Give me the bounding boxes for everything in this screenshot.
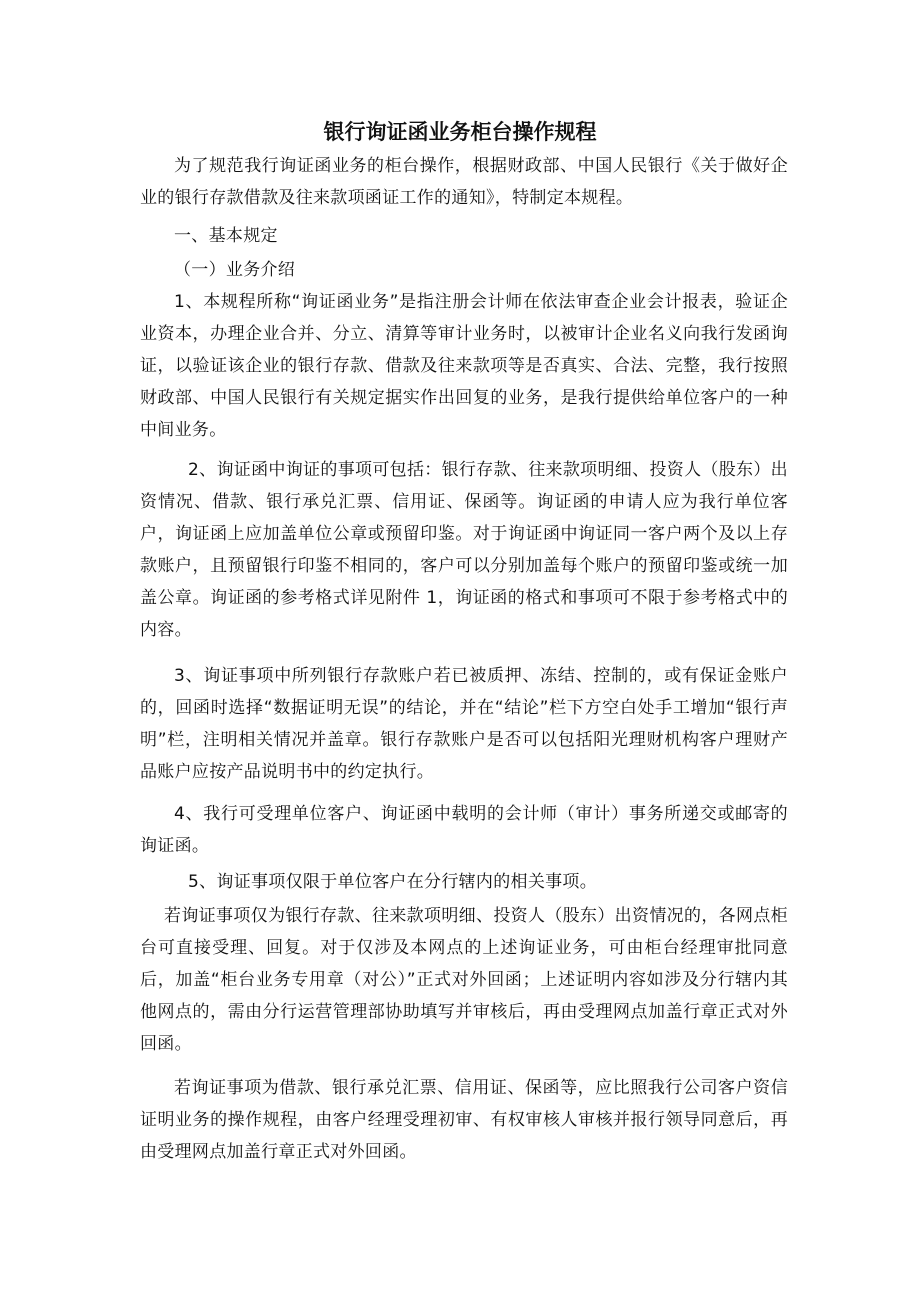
scope-credit-paragraph: 若询证事项为借款、银行承兑汇票、信用证、保函等，应比照我行公司客户资信证明业务的操作规程，由客户经理受理初审、有权审核人审核并报行领导同意后，再由受理网点加盖行章正式对外回函。 [140, 1078, 788, 1162]
scope-counter-paragraph: 若询证事项仅为银行存款、往来款项明细、投资人（股东）出资情况的，各网点柜台可直接受理、回复。对于仅涉及本网点的上述询证业务，可由柜台经理审批同意后，加盖“柜台业务专用章（对公）”正式对外回函；上述证明内容如涉及分行辖内其他网点的，需由分行运营管理部协助填写并审核后，再由受理网点加盖行章正式对外回函。 [140, 906, 788, 1054]
rule-item-5: 5、询证事项仅限于单位客户在分行辖内的相关事项。 [188, 872, 598, 892]
intro-paragraph: 为了规范我行询证函业务的柜台操作，根据财政部、中国人民银行《关于做好企业的银行存款借款及往来款项函证工作的通知》，特制定本规程。 [140, 156, 788, 208]
section-heading-basic-rules: 一、基本规定 [174, 226, 278, 246]
rule-item-2: 2、询证函中询证的事项可包括：银行存款、往来款项明细、投资人（股东）出资情况、借款、银行承兑汇票、信用证、保函等。询证函的申请人应为我行单位客户，询证函上应加盖单位公章或预留印鉴。对于询证函中询证同一客户两个及以上存款账户，且预留银行印鉴不相同的，客户可以分别加盖每个账户的预留印鉴或统一加盖公章。询证函的参考格式详见附件 1，询证函的格式和事项可不限于参考格式中的内容。 [140, 460, 788, 640]
rule-item-1: 1、本规程所称“询证函业务”是指注册会计师在依法审查企业会计报表，验证企业资本，办理企业合并、分立、清算等审计业务时，以被审计企业名义向我行发函询证，以验证该企业的银行存款、借款及往来款项等是否真实、合法、完整，我行按照财政部、中国人民银行有关规定据实作出回复的业务，是我行提供给单位客户的一种中间业务。 [140, 292, 788, 440]
rule-item-3: 3、询证事项中所列银行存款账户若已被质押、冻结、控制的，或有保证金账户的，回函时选择“数据证明无误”的结论，并在“结论”栏下方空白处手工增加“银行声明”栏，注明相关情况并盖章。银行存款账户是否可以包括阳光理财机构客户理财产品账户应按产品说明书中的约定执行。 [140, 666, 788, 782]
rule-item-4: 4、我行可受理单位客户、询证函中载明的会计师（审计）事务所递交或邮寄的询证函。 [140, 804, 788, 856]
subsection-heading-business-intro: （一）业务介绍 [174, 260, 296, 280]
document-title: 银行询证函业务柜台操作规程 [323, 120, 597, 144]
